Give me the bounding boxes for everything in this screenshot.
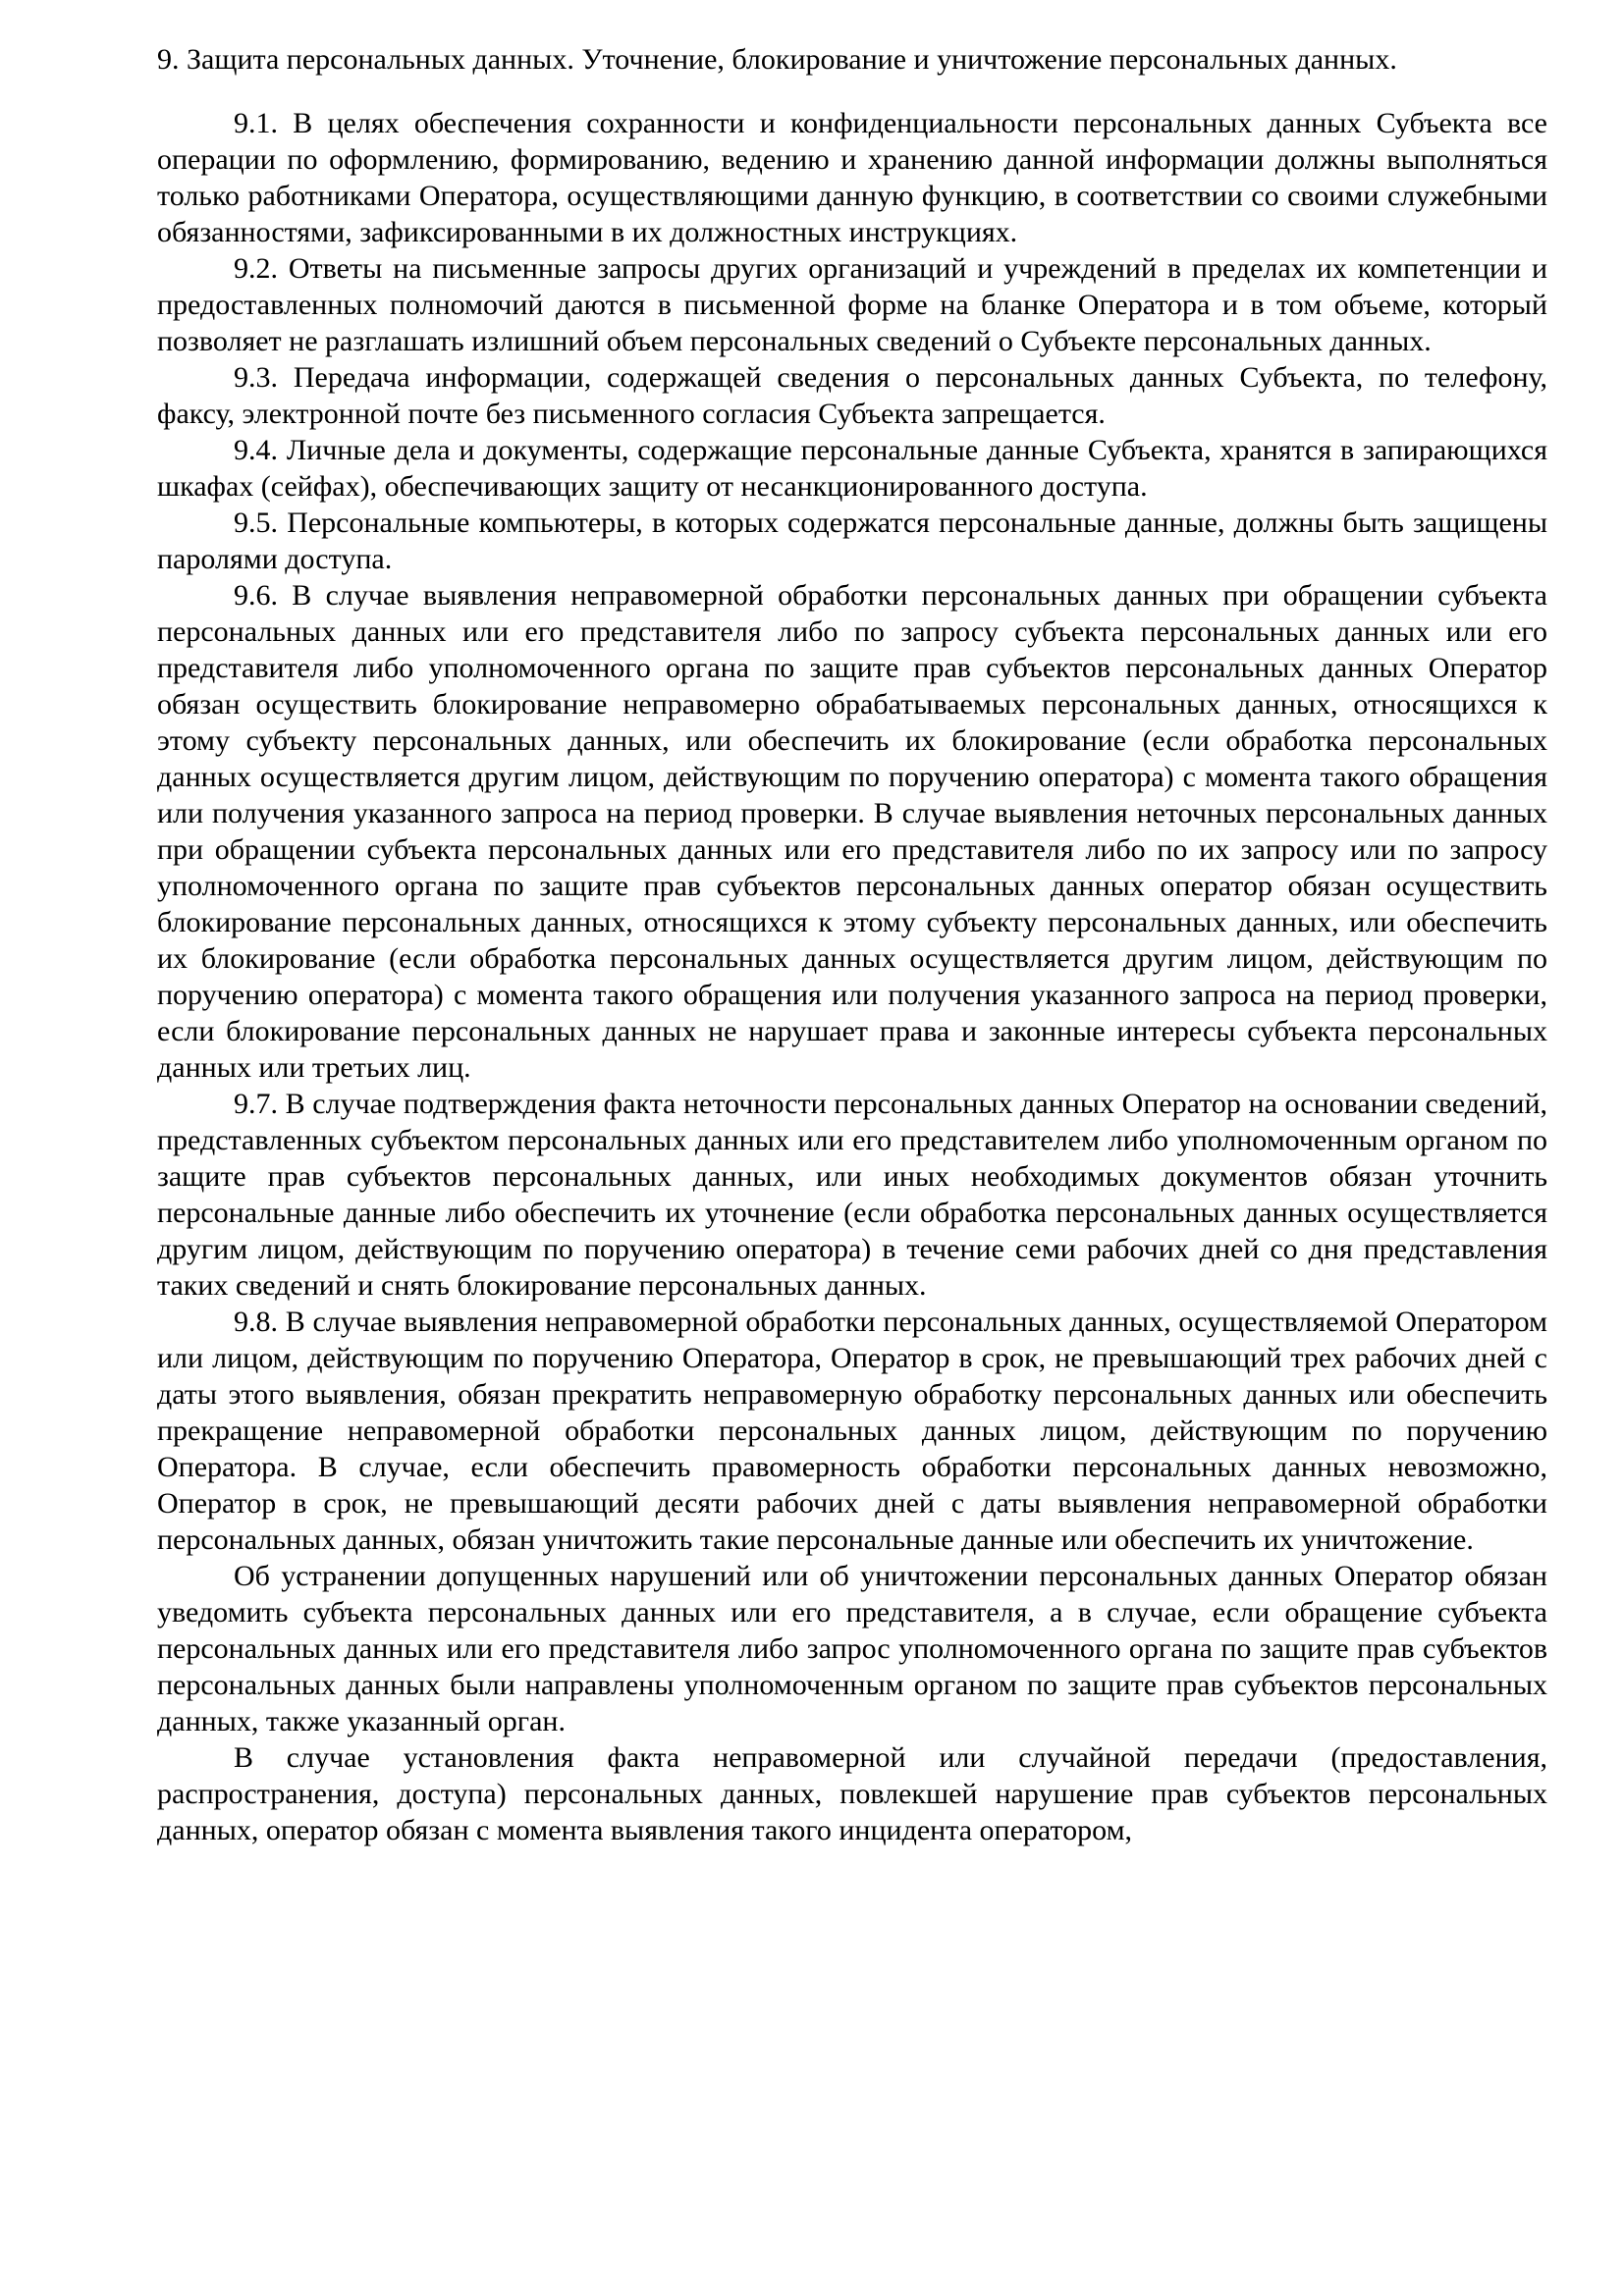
paragraph-9-3: 9.3. Передача информации, содержащей сведения о персональных данных Субъекта, по телефону, факсу, электронной почте без письменного согласия Субъекта запрещается. — [157, 361, 1547, 430]
paragraph-elimination-notice: Об устранении допущенных нарушений или об уничтожении персональных данных Оператор обязан уведомить субъекта персональных данных или его представителя, а в случае, если обращение субъекта персональных данных или его представителя либо запрос уполномоченного органа по защите прав субъектов персональных данных были направлены уполномоченным органом по защите прав субъектов персональных данных, также указанный орган. — [157, 1560, 1547, 1737]
paragraph-9-8: 9.8. В случае выявления неправомерной обработки персональных данных, осуществляемой Оператором или лицом, действующим по поручению Оператора, Оператор в срок, не превышающий трех рабочих дней с даты этого выявления, обязан прекратить неправомерную обработку персональных данных или обеспечить прекращение неправомерной обработки персональных данных лицом, действующим по поручению Оператора. В случае, если обеспечить правомерность обработки персональных данных невозможно, Оператор в срок, не превышающий десяти рабочих дней с даты выявления неправомерной обработки персональных данных, обязан уничтожить такие персональные данные или обеспечить их уничтожение. — [157, 1306, 1547, 1556]
paragraph-9-6: 9.6. В случае выявления неправомерной обработки персональных данных при обращении субъекта персональных данных или его представителя либо по запросу субъекта персональных данных или его представителя либо уполномоченного органа по защите прав субъектов персональных данных Оператор обязан осуществить блокирование неправомерно обрабатываемых персональных данных, относящихся к этому субъекту персональных данных, или обеспечить их блокирование (если обработка персональных данных осуществляется другим лицом, действующим по поручению оператора) с момента такого обращения или получения указанного запроса на период проверки. В случае выявления неточных персональных данных при обращении субъекта персональных данных или его представителя либо по их запросу или по запросу уполномоченного органа по защите прав субъектов персональных данных оператор обязан осуществить блокирование персональных данных, относящихся к этому субъекту персональных данных, или обеспечить их блокирование (если обработка персональных данных осуществляется другим лицом, действующим по поручению оператора) с момента такого обращения или получения указанного запроса на период проверки, если блокирование персональных данных не нарушает права и законные интересы субъекта персональных данных или третьих лиц. — [157, 579, 1547, 1084]
paragraph-9-2: 9.2. Ответы на письменные запросы других организаций и учреждений в пределах их компетенции и предоставленных полномочий даются в письменной форме на бланке Оператора и в том объеме, который позволяет не разглашать излишний объем персональных сведений о Субъекте персональных данных. — [157, 252, 1547, 357]
paragraph-9-5: 9.5. Персональные компьютеры, в которых содержатся персональные данные, должны быть защищены паролями доступа. — [157, 507, 1547, 575]
section-title: 9. Защита персональных данных. Уточнение, блокирование и уничтожение персональных данных. — [157, 43, 1397, 76]
paragraph-9-4: 9.4. Личные дела и документы, содержащие персональные данные Субъекта, хранятся в запирающихся шкафах (сейфах), обеспечивающих защиту от несанкционированного доступа. — [157, 434, 1547, 503]
paragraph-incident-detection: В случае установления факта неправомерной или случайной передачи (предоставления, распространения, доступа) персональных данных, повлекшей нарушение прав субъектов персональных данных, оператор обязан с момента выявления такого инцидента оператором, — [157, 1741, 1547, 1846]
paragraph-9-1: 9.1. В целях обеспечения сохранности и конфиденциальности персональных данных Субъекта все операции по оформлению, формированию, ведению и хранению данной информации должны выполняться только работниками Оператора, осуществляющими данную функцию, в соответствии со своими служебными обязанностями, зафиксированными в их должностных инструкциях. — [157, 107, 1547, 248]
paragraph-9-7: 9.7. В случае подтверждения факта неточности персональных данных Оператор на основании сведений, представленных субъектом персональных данных или его представителем либо уполномоченным органом по защите прав субъектов персональных данных, или иных необходимых документов обязан уточнить персональные данные либо обеспечить их уточнение (если обработка персональных данных осуществляется другим лицом, действующим по поручению оператора) в течение семи рабочих дней со дня представления таких сведений и снять блокирование персональных данных. — [157, 1088, 1547, 1302]
